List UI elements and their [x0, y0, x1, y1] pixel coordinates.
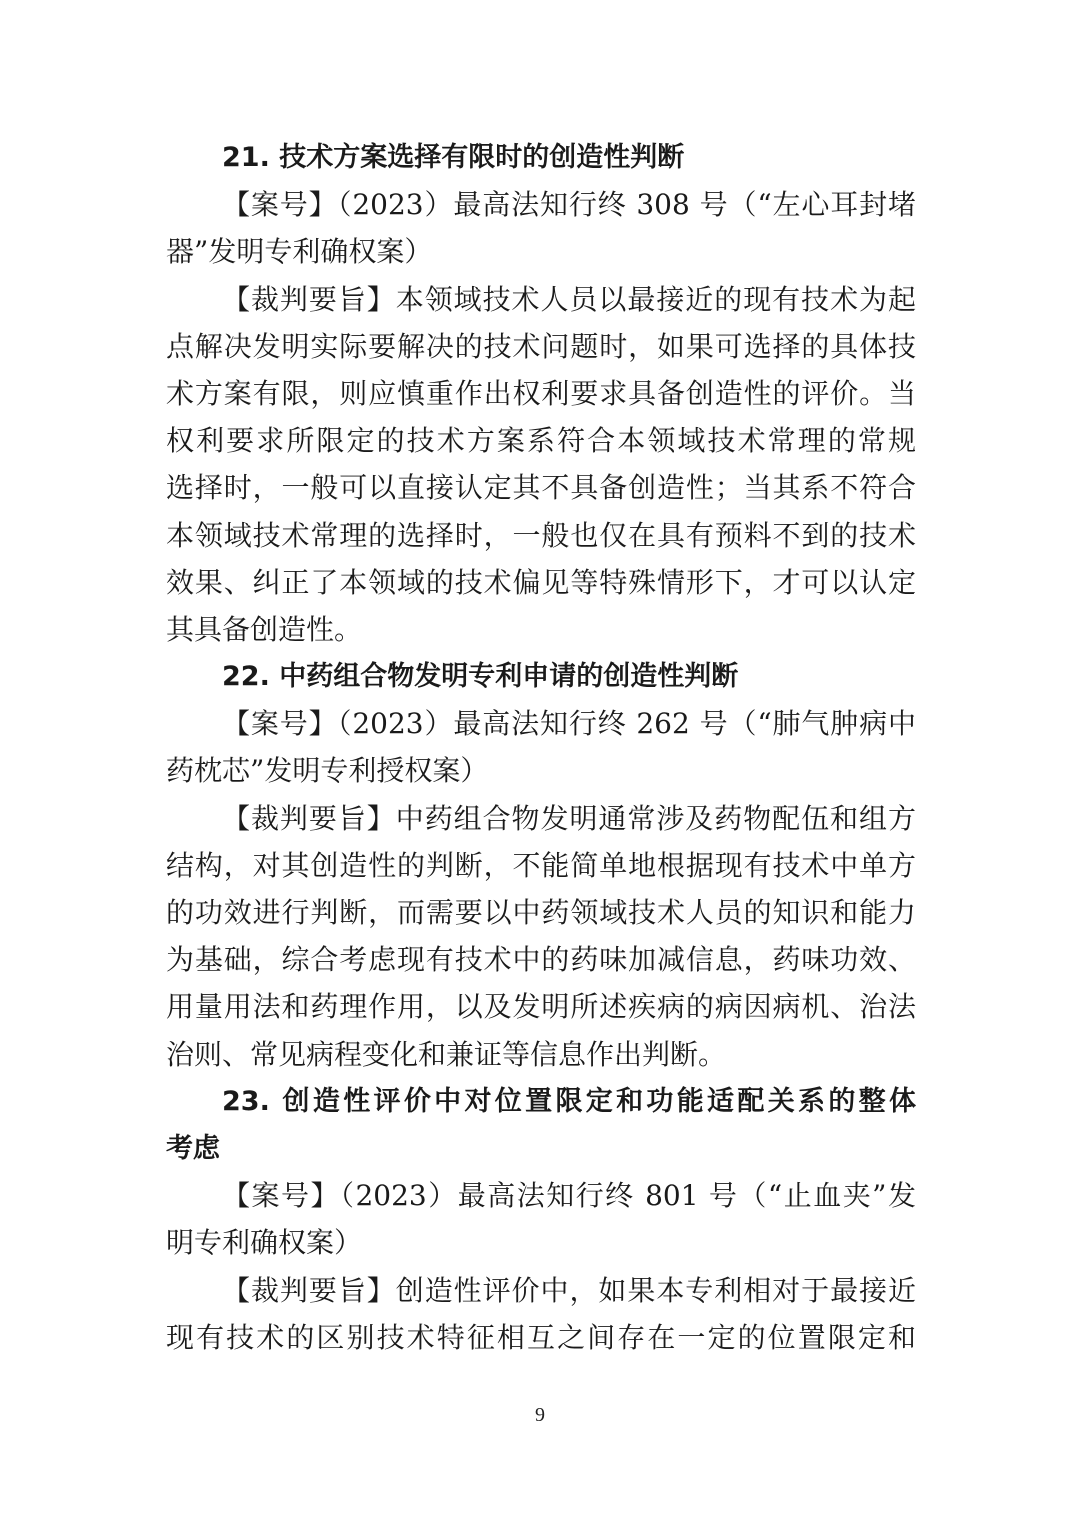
- paragraph-line: 其具备创造性。: [166, 612, 363, 646]
- section-heading-line: 21. 技术方案选择有限时的创造性判断: [222, 142, 685, 173]
- section-heading-line: 22. 中药组合物发明专利申请的创造性判断: [222, 661, 739, 693]
- paragraph-line: 药枕芯”发明专利授权案）: [166, 754, 489, 788]
- paragraph-line: 的功效进行判断，而需要以中药领域技术人员的知识和能力: [166, 896, 916, 929]
- paragraph-line: 点解决发明实际要解决的技术问题时，如果可选择的具体技: [166, 329, 916, 363]
- paragraph-line: 权利要求所限定的技术方案系符合本领域技术常理的常规: [166, 424, 916, 458]
- paragraph-line: 为基础，综合考虑现有技术中的药味加减信息，药味功效、: [166, 943, 916, 977]
- section-heading-line: 23. 创造性评价中对位置限定和功能适配关系的整体: [222, 1085, 916, 1117]
- paragraph-line: 选择时，一般可以直接认定其不具备创造性；当其系不符合: [166, 471, 916, 505]
- document-page: [166, 134, 916, 1361]
- paragraph-line: 【裁判要旨】创造性评价中，如果本专利相对于最接近: [222, 1273, 916, 1307]
- paragraph-line: 用量用法和药理作用，以及发明所述疾病的病因病机、治法: [166, 990, 916, 1024]
- page-number: 9: [535, 1404, 545, 1426]
- paragraph-line: 器”发明专利确权案）: [166, 235, 433, 269]
- paragraph-line: 现有技术的区别技术特征相互之间存在一定的位置限定和: [166, 1320, 916, 1354]
- paragraph-line: 【裁判要旨】本领域技术人员以最接近的现有技术为起: [222, 282, 916, 316]
- paragraph-line: 术方案有限，则应慎重作出权利要求具备创造性的评价。当: [166, 376, 916, 410]
- paragraph-line: 结构，对其创造性的判断，不能简单地根据现有技术中单方: [166, 848, 916, 882]
- paragraph-line: 本领域技术常理的选择时，一般也仅在具有预料不到的技术: [166, 518, 916, 552]
- paragraph-line: 【案号】（2023）最高法知行终 801 号（“止血夹”发: [222, 1179, 916, 1213]
- paragraph-line: 治则、常见病程变化和兼证等信息作出判断。: [166, 1037, 727, 1071]
- paragraph-line: 【裁判要旨】中药组合物发明通常涉及药物配伍和组方: [222, 801, 916, 835]
- paragraph-line: 明专利确权案）: [166, 1226, 363, 1260]
- paragraph-line: 【案号】（2023）最高法知行终 262 号（“肺气肿病中: [222, 707, 916, 741]
- paragraph-line: 效果、纠正了本领域的技术偏见等特殊情形下，才可以认定: [166, 565, 916, 599]
- section-heading-line: 考虑: [166, 1132, 220, 1164]
- paragraph-line: 【案号】（2023）最高法知行终 308 号（“左心耳封堵: [222, 188, 916, 222]
